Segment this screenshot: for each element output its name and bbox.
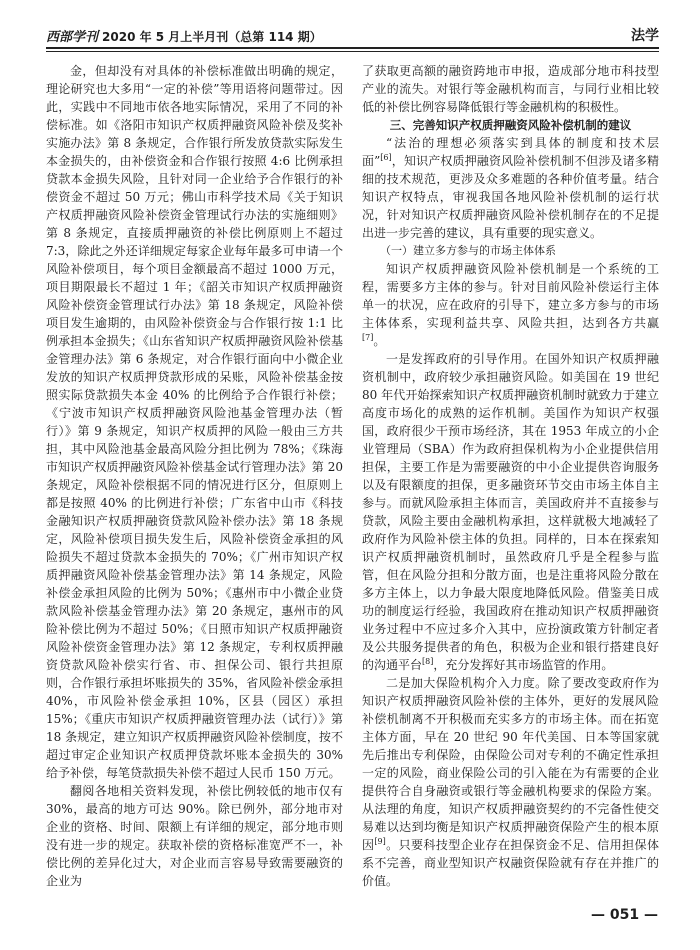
paragraph-text: （一）建立多方参与的市场主体体系 (380, 244, 556, 257)
paragraph (362, 350, 659, 674)
paragraph-text: ，知识产权质押融资风险补偿机制不但涉及诸多精细的技术规范，更涉及众多难题的各种价值考量。结合知识产权特点，审视我国各地风险补偿机制的运行状况，针对知识产权质押融资风险补偿机制存在的不足提出进一步完善的建议，具有重要的现实意义。 (362, 154, 659, 240)
paragraph (362, 260, 659, 350)
citation-mark: [6] (380, 153, 392, 162)
paragraph (362, 62, 659, 116)
paragraph-text: ，充分发挥好其市场监管的作用。 (433, 658, 614, 672)
paragraph (46, 62, 343, 782)
paragraph-text: 金，但却没有对具体的补偿标准做出明确的规定，理论研究也大多用“一定的补偿”等用语将问题带过。因此，实践中不同地市依各地实际情况，采用了不同的补偿标准。如《洛阳市知识产权质押融资风险补偿及奖补实施办法》第 8 条规定，合作银行所发放贷款实际发生本金损失的，由补偿资金和合作银行按照 4:6 比例承担贷款本金损失风险，且针对同一企业给予合作银行的补偿资金不超过 50 万元；佛山市科学技术局《关于知识产权质押融资风险补偿资金管理试行办法的实施细则》第 8 条规定，直接质押融资的补偿比例原则上不超过 7:3，除此之外还详细规定每家企业每年最多可申请一个风险补偿项目，每个项目金额最高不超过 1000 万元，项目期限最长不超过 1 年；《韶关市知识产权质押融资风险补偿资金管理试行办法》第 18 条规定，风险补偿项目发生逾期的，由风险补偿资金与合作银行按 1:1 比例承担本金损失；《山东省知识产权质押融资风险补偿基金管理办法》第 6 条规定，对合作银行面向中小微企业发放的知识产权质押贷款形成的呆账，风险补偿基金按照实际贷款损失本金 40% 的比例给予合作银行补偿；《宁波市知识产权质押融资风险池基金管理办法（暂行）》第 9 条规定，知识产权质押的风险一般由三方共担，其中风险池基金最高风险分担比例为 78%；《珠海市知识产权质押融资风险补偿基金试行管理办法》第 20 条规定，风险补偿根据不同的情况进行区分，但原则上都是按照 40% 的比例进行补偿；广东省中山市《科技金融知识产权质押融资贷款风险补偿办法》第 18 条规定，风险补偿项目损失发生后，风险补偿资金承担的风险损失不超过贷款本金损失的 70%；《广州市知识产权质押融资风险补偿基金管理办法》第 14 条规定，风险补偿金承担风险的比例为 50%；《惠州市中小微企业贷款风险补偿基金管理办法》第 20 条规定，惠州市的风险补偿比例为不超过 50%；《日照市知识产权质押融资风险补偿资金管理办法》第 12 条规定，专利权质押融资贷款风险补偿实行省、市、担保公司、银行共担原则，合作银行承担坏账损失的 35%，省风险补偿金承担 40%，市风险补偿金承担 10%，区县（园区）承担 15%；《重庆市知识产权质押融资管理办法（试行）》第 18 条规定，建立知识产权质押融资风险补偿制度，按不超过审定企业知识产权质押贷款坏账本金损失的 30% 给予补偿，每笔贷款损失补偿不超过人民币 150 万元。 (46, 64, 343, 780)
paragraph-text: 知识产权质押融资风险补偿机制是一个系统的工程，需要多方主体的参与。针对目前风险补偿运行主体单一的状况，应在政府的引导下，建立多方参与的市场主体体系，实现利益共享、风险共担，达到各方共赢 (362, 262, 659, 330)
paragraph-text: 了获取更高额的融资跨地市申报，造成部分地市科技型产业的流失。对银行等金融机构而言，与同行业相比较低的补偿比例容易降低银行等金融机构的积极性。 (362, 64, 659, 114)
paragraph-text: 翻阅各地相关资料发现，补偿比例较低的地市仅有 30%，最高的地方可达 90%。除已例外，部分地市对企业的资格、时间、限额上有详细的规定，部分地市则没有进一步的规定。获取补偿的资格标准宽严不一，补偿比例的差异化过大，对企业而言容易导致需要融资的企业为 (46, 784, 343, 888)
section-title: 法学 (631, 28, 659, 44)
page-number: — 051 — (591, 907, 658, 923)
section-heading (362, 116, 659, 134)
header-rule-thin (46, 51, 659, 52)
citation-mark: [8] (422, 657, 434, 666)
paragraph-text: 一是发挥政府的引导作用。在国外知识产权质押融资机制中，政府较少承担融资风险。如美国在 19 世纪 80 年代开始探索知识产权质押融资机制时就致力于建立高度市场化的成熟的运作机制。美国作为知识产权强国，政府很少干预市场经济，其在 1953 年成立的小企业管理局（SBA）作为政府担保机构为小企业提供信用担保，主要工作是为需要融资的中小企业提供咨询服务以及有限额度的担保，更多融资环节交由市场主体自主参与。而就风险承担主体而言，美国政府并不直接参与贷款，风险主要由金融机构承担，这样就极大地减轻了政府作为风险补偿主体的负担。同样的，日本在探索知识产权质押融资机制时，虽然政府几乎是全程参与监管，但在风险分担和分散方面，也是注重将风险分散在多方主体上，以力争最大限度地降低风险。借鉴美日成功的制度运行经验，我国政府在推动知识产权质押融资业务过程中不应过多介入其中，应扮演政策方针制定者及公共服务提供者的角色，积极为企业和银行搭建良好的沟通平台 (362, 352, 659, 672)
paragraph-text: 。只要科技型企业存在担保资金不足、信用担保体系不完善，商业型知识产权融资保险就有存在并推广的价值。 (362, 838, 659, 888)
issue-info: 2020 年 5 月上半月刊（总第 114 期） (102, 30, 322, 44)
paragraph-text: 。 (373, 334, 386, 348)
subsection-heading (362, 242, 659, 260)
paragraph (46, 782, 343, 890)
paragraph-text: “法治的理想必须落实到具体的制度和技术层面” (362, 136, 659, 168)
journal-logo: 西部学刊 (46, 30, 99, 45)
page-header (46, 26, 659, 48)
left-column (46, 62, 343, 890)
paragraph (362, 674, 659, 890)
right-column (362, 62, 659, 890)
paragraph (362, 134, 659, 242)
paragraph-text: 二是加大保险机构介入力度。除了要改变政府作为知识产权质押融资风险补偿的主体外，更好的发展风险补偿机制离不开积极而充实多方的市场主体。而在拓宽主体方面，早在 20 世纪 90 年代美国、日本等国家就先后推出专利保险，由保险公司对专利的不确定性承担一定的风险，商业保险公司的引入能在为有需要的企业提供符合自身融资或银行等金融机构要求的保险方案。从法理的角度，知识产权质押融资契约的不完备性使交易难以达到均衡是知识产权质押融资保险产生的根本原因 (362, 676, 659, 852)
citation-mark: [9] (374, 837, 386, 846)
paragraph-text: 三、完善知识产权质押融资风险补偿机制的建议 (389, 118, 632, 132)
citation-mark: [7] (362, 333, 374, 342)
journal-info (46, 26, 322, 45)
header-rule-thick (46, 47, 659, 49)
